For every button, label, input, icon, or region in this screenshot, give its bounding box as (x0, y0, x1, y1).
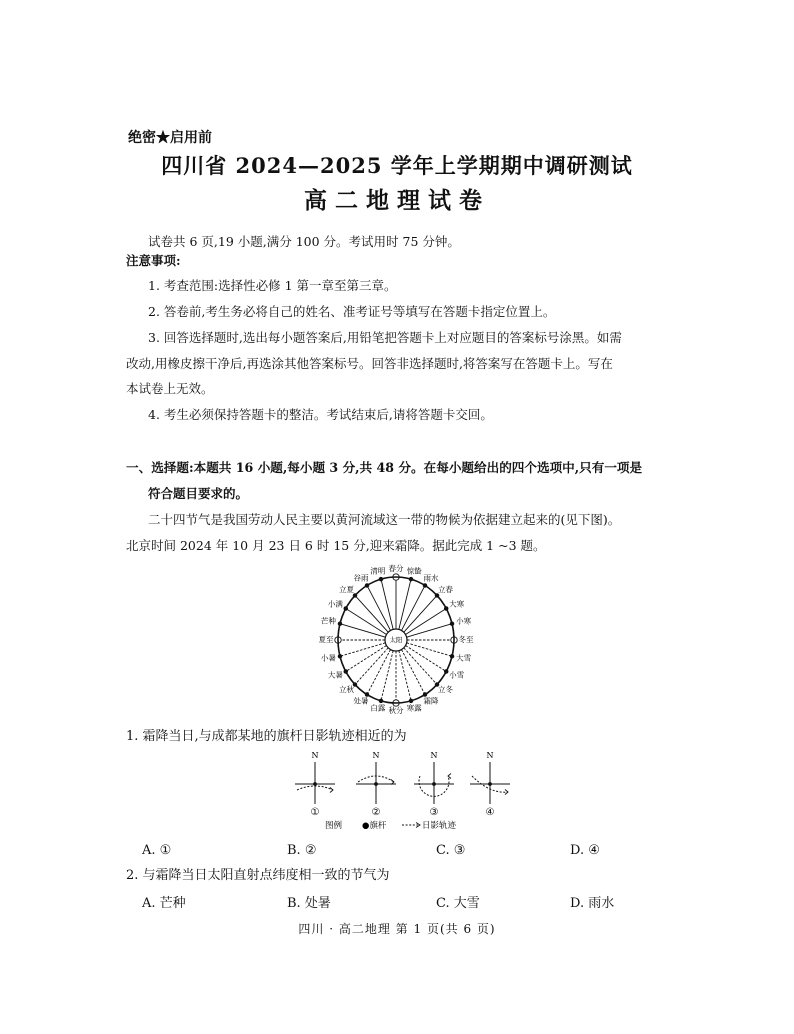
term-label: 立冬 (437, 685, 453, 695)
flagpole-icon (374, 782, 378, 786)
term-label: 小暑 (320, 653, 336, 663)
term-spoke (407, 624, 452, 637)
passage-text: 北京时间 2024 年 10 月 23 日 6 时 15 分,迎来霜降。据此完成 1 ~3 题。 (126, 538, 546, 553)
diagram-number-label: ③ (429, 807, 439, 818)
term-spoke (340, 624, 385, 637)
question-2-stem: 2. 与霜降当日太阳直射点纬度相一致的节气为 (126, 868, 390, 883)
north-label: N (486, 751, 494, 760)
term-label: 白露 (370, 703, 386, 713)
legend-pole: ●旗杆 (362, 821, 387, 831)
term-spoke (404, 595, 437, 632)
term-label: 立秋 (339, 685, 355, 695)
term-label: 霜降 (423, 696, 439, 706)
term-label: 小雪 (449, 670, 465, 680)
north-label: N (372, 751, 380, 760)
term-label: 谷雨 (353, 573, 369, 583)
track-arrow-icon (505, 790, 508, 795)
term-spoke (399, 579, 411, 629)
term-label: 秋分 (388, 706, 404, 715)
term-label: 大雪 (456, 653, 472, 663)
term-spoke (406, 609, 447, 635)
term-spoke (402, 585, 426, 630)
north-label: N (430, 751, 438, 760)
term-label: 冬至 (458, 635, 474, 644)
term-spoke (404, 648, 437, 685)
term-spoke (381, 579, 393, 629)
term-spoke (367, 650, 391, 695)
diagram-number-label: ② (371, 807, 381, 818)
term-label: 小寒 (456, 616, 472, 626)
term-label: 立夏 (339, 584, 355, 594)
question-1-stem: 1. 霜降当日,与成都某地的旗杆日影轨迹相近的为 (126, 729, 407, 744)
north-label: N (311, 751, 319, 760)
page-footer: 四川 · 高二地理 第 1 页(共 6 页) (298, 922, 496, 936)
notice-item: 改动,用橡皮擦干净后,再选涂其他答案标号。回答非选择题时,将答案写在答题卡上。写在 (126, 356, 613, 371)
term-label: 芒种 (320, 616, 336, 626)
term-label: 惊蛰 (406, 566, 422, 576)
term-spoke (407, 643, 452, 656)
exam-title: 四川省 2024—2025 学年上学期期中调研测试 (161, 153, 633, 178)
term-label: 立春 (437, 584, 453, 594)
flagpole-icon (488, 782, 492, 786)
term-label: 清明 (370, 566, 386, 576)
sun-label: 太阳 (389, 636, 403, 644)
q1-option-b: B. ② (287, 843, 317, 858)
term-spoke (402, 650, 426, 695)
term-label: 雨水 (423, 573, 439, 583)
term-label: 大寒 (449, 599, 465, 609)
term-spoke (399, 651, 411, 701)
term-spoke (346, 609, 387, 635)
term-spoke (355, 648, 388, 685)
q1-option-a: A. ① (142, 843, 172, 858)
notice-item: 4. 考生必须保持答题卡的整洁。考试结束后,请将答题卡交回。 (148, 407, 493, 422)
notice-item: 1. 考查范围:选择性必修 1 第一章至第三章。 (148, 278, 397, 293)
term-spoke (367, 585, 391, 630)
term-label: 处暑 (353, 696, 369, 706)
term-label: 寒露 (406, 703, 422, 713)
notice-item: 本试卷上无效。 (126, 381, 214, 396)
q2-option-c: C. 大雪 (436, 896, 480, 911)
notice-item: 2. 答卷前,考生务必将自己的姓名、准考证号等填写在答题卡指定位置上。 (148, 304, 556, 319)
q2-option-a: A. 芒种 (142, 896, 186, 911)
q2-option-b: B. 处暑 (287, 896, 331, 911)
q1-option-c: C. ③ (436, 843, 466, 858)
term-spoke (355, 595, 388, 632)
legend-track: 日影轨迹 (422, 821, 457, 831)
term-label: 春分 (388, 564, 404, 573)
section-heading-cont: 符合题目要求的。 (148, 486, 249, 501)
flagpole-icon (432, 782, 436, 786)
notice-item: 3. 回答选择题时,选出每小题答案后,用铅笔把答题卡上对应题目的答案标号涂黑。如需 (148, 330, 622, 345)
track-arrow-icon (330, 788, 333, 793)
flagpole-icon (313, 782, 317, 786)
q1-option-d: D. ④ (570, 843, 600, 858)
exam-summary: 试卷共 6 页,19 小题,满分 100 分。考试用时 75 分钟。 (148, 234, 460, 249)
shadow-track-diagrams (290, 748, 520, 833)
confidential-label: 绝密★启用前 (128, 130, 212, 146)
section-heading: 一、选择题:本题共 16 小题,每小题 3 分,共 48 分。在每小题给出的四个选项中,只有一项是 (126, 460, 643, 475)
exam-subtitle: 高二地理试卷 (304, 187, 490, 214)
diagram-number-label: ① (310, 807, 320, 818)
term-spoke (340, 643, 385, 656)
legend-title: 图例 (325, 821, 343, 831)
term-label: 夏至 (318, 635, 334, 644)
term-spoke (381, 651, 393, 701)
solar-terms-diagram (306, 560, 486, 720)
shadow-panels (295, 751, 510, 818)
term-label: 大暑 (327, 670, 343, 680)
term-label: 小满 (327, 599, 343, 609)
term-spoke (406, 646, 447, 672)
term-spoke (346, 646, 387, 672)
diagram-number-label: ④ (485, 807, 495, 818)
q2-option-d: D. 雨水 (570, 896, 615, 911)
passage-text: 二十四节气是我国劳动人民主要以黄河流域这一带的物候为依据建立起来的(见下图)。 (148, 512, 621, 527)
notice-heading: 注意事项: (126, 253, 181, 268)
